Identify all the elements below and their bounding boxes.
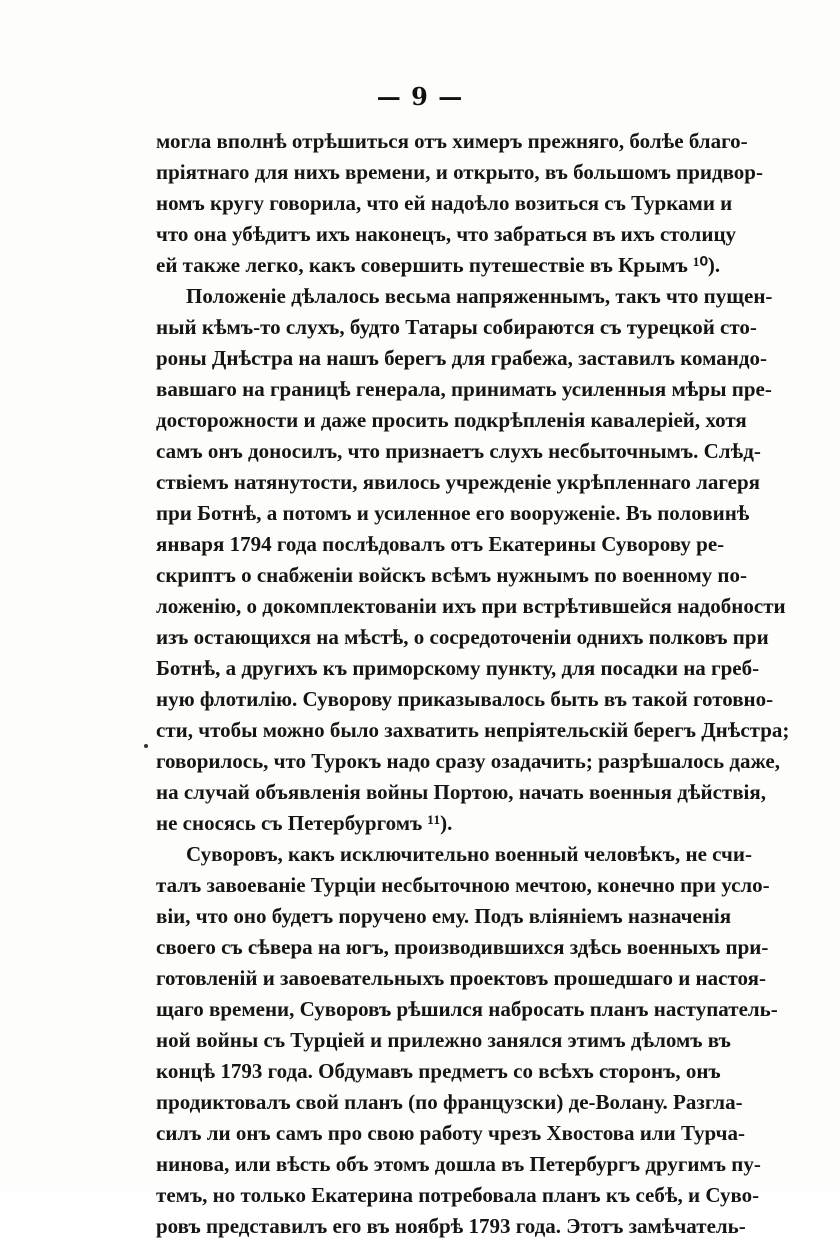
- text-line: силъ ли онъ самъ про свою работу чрезъ Хвостова или Турча-: [156, 1121, 745, 1145]
- text-line: Ботнѣ, а другихъ къ приморскому пункту, для посадки на греб-: [156, 656, 760, 680]
- text-line: темъ, но только Екатерина потребовала планъ къ себѣ, и Суво-: [156, 1183, 760, 1207]
- text-line: ный кѣмъ-то слухъ, будто Татары собираются съ турецкой сто-: [156, 315, 757, 339]
- text-line: Суворовъ, какъ исключительно военный человѣкъ, не счи-: [186, 842, 752, 866]
- page-number: — 9 —: [376, 82, 464, 111]
- text-line: сти, чтобы можно было захватить непріятельскій берегъ Днѣстра;: [156, 718, 790, 742]
- text-line: роны Днѣстра на нашъ берегъ для грабежа, заставилъ командо-: [156, 346, 767, 370]
- text-line: говорилось, что Турокъ надо сразу озадачить; разрѣшалось даже,: [156, 749, 781, 773]
- text-line: талъ завоеваніе Турціи несбыточною мечтою, конечно при усло-: [156, 873, 770, 897]
- text-line: віи, что оно будетъ поручено ему. Подъ вліяніемъ назначенія: [156, 904, 732, 928]
- text-line: вавшаго на границѣ генерала, принимать усиленныя мѣры пре-: [156, 377, 772, 401]
- text-line: что она убѣдитъ ихъ наконецъ, что забраться въ ихъ столицу: [156, 222, 737, 246]
- text-line: пріятнаго для нихъ времени, и открыто, въ большомъ придвор-: [156, 160, 763, 184]
- text-line: ную флотилію. Суворову приказывалось быть въ такой готовно-: [156, 687, 774, 711]
- text-line: скриптъ о снабженіи войскъ всѣмъ нужнымъ по военному по-: [156, 563, 747, 587]
- text-line: ной войны съ Турціей и прилежно занялся этимъ дѣломъ въ: [156, 1028, 731, 1052]
- text-line: ложенію, о докомплектованіи ихъ при встрѣтившейся надобности: [156, 594, 786, 618]
- text-line: продиктовалъ свой планъ (по французски) де-Волану. Разгла-: [156, 1090, 743, 1114]
- text-line: концѣ 1793 года. Обдумавъ предметъ со всѣхъ сторонъ, онъ: [156, 1059, 721, 1083]
- text-line: при Ботнѣ, а потомъ и усиленное его вооруженіе. Въ половинѣ: [156, 501, 750, 525]
- text-line: досторожности и даже просить подкрѣпленія кавалеріей, хотя: [156, 408, 747, 432]
- text-line: могла вполнѣ отрѣшиться отъ химеръ прежняго, болѣе благо-: [156, 129, 748, 153]
- text-line: ей также легко, какъ совершить путешествіе въ Крымъ ¹⁰).: [156, 253, 721, 277]
- text-line: января 1794 года послѣдовалъ отъ Екатерины Суворову ре-: [156, 532, 725, 556]
- text-line: на случай объявленія войны Портою, начать военныя дѣйствія,: [156, 780, 767, 804]
- text-line: ствіемъ натянутости, явилось учрежденіе укрѣпленнаго лагеря: [156, 470, 760, 494]
- text-line: Положеніе дѣлалось весьма напряженнымъ, такъ что пущен-: [186, 284, 773, 308]
- text-line: щаго времени, Суворовъ рѣшился набросать планъ наступатель-: [156, 997, 778, 1021]
- text-line: своего съ сѣвера на югъ, производившихся здѣсь военныхъ при-: [156, 935, 769, 959]
- text-line: готовленій и завоевательныхъ проектовъ прошедшаго и настоя-: [156, 966, 766, 990]
- text-line: самъ онъ доносилъ, что признаетъ слухъ несбыточнымъ. Слѣд-: [156, 439, 761, 463]
- ink-dot: [144, 744, 148, 748]
- text-line: номъ кругу говорила, что ей надоѣло возиться съ Турками и: [156, 191, 733, 215]
- body-text: [156, 126, 790, 1242]
- text-line: изъ остающихся на мѣстѣ, о сосредоточеніи однихъ полковъ при: [156, 625, 769, 649]
- text-line: не сносясь съ Петербургомъ ¹¹).: [156, 811, 453, 835]
- text-line: нинова, или вѣсть объ этомъ дошла въ Петербургъ другимъ пу-: [156, 1152, 761, 1176]
- text-line: ровъ представилъ его въ ноябрѣ 1793 года. Этотъ замѣчатель-: [156, 1214, 746, 1238]
